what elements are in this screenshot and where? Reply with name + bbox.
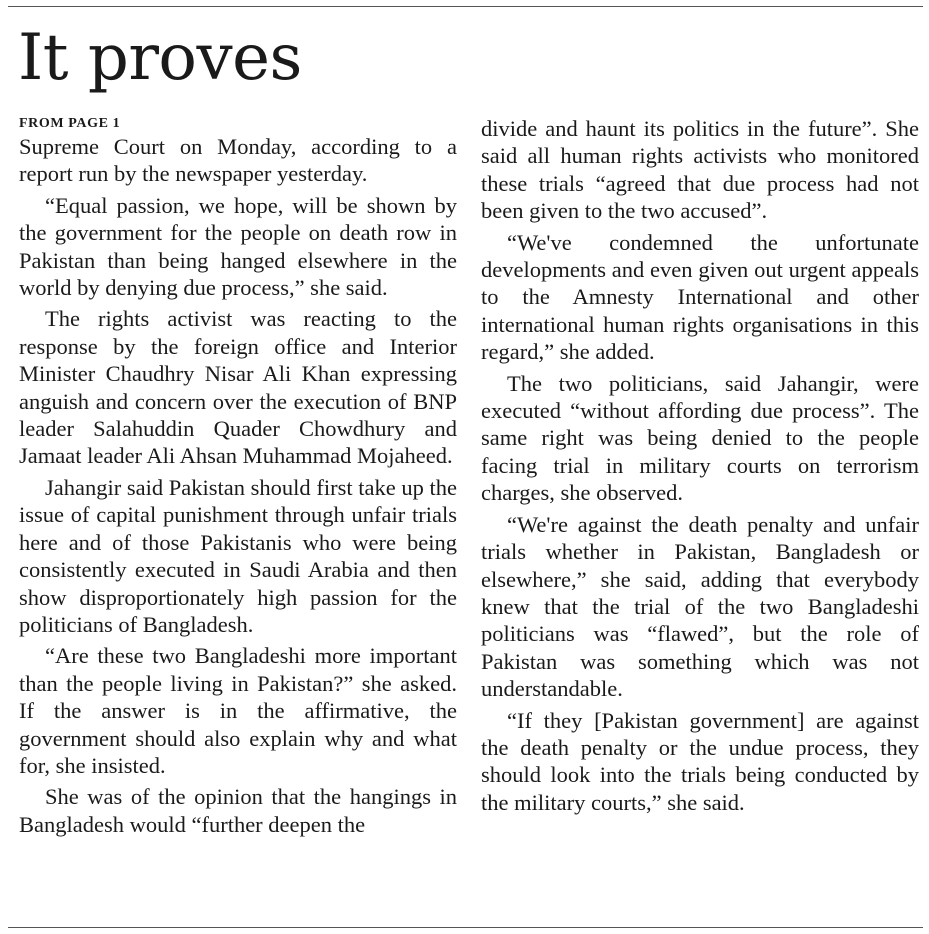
paragraph: The rights activist was reacting to the response by the foreign office and Interior Minister Chaudhry Nisar Ali Khan expressing anguish and concern over the execution of BNP leader Salahuddin Quader Chowdhury and Jamaat leader Ali Ahsan Muhammad Mojaheed. [19, 306, 457, 469]
paragraph: divide and haunt its politics in the future”. She said all human rights activists who monitored these trials “agreed that due process had not been given to the two accused”. [481, 116, 919, 224]
paragraph: The two politicians, said Jahangir, were executed “without affording due process”. The same right was being denied to the people facing trial in military courts on terrorism charges, she observed. [481, 370, 919, 506]
kicker: FROM PAGE 1 [19, 116, 121, 131]
paragraph: Jahangir said Pakistan should first take up the issue of capital punishment through unfair trials here and of those Pakistanis who were being consistently executed in Saudi Arabia and then show disproportionately high passion for the politicians of Bangladesh. [19, 474, 457, 637]
top-rule [8, 6, 923, 7]
paragraph: “We've condemned the unfortunate developments and even given out urgent appeals to the Amnesty International and other international human rights organisations in this regard,” she added. [481, 229, 919, 365]
paragraph: “If they [Pakistan government] are against the death penalty or the undue process, they should look into the trials being conducted by the military courts,” she said. [481, 707, 919, 815]
paragraph: Supreme Court on Monday, according to a report run by the newspaper yesterday. [19, 134, 457, 187]
paragraph: She was of the opinion that the hangings in Bangladesh would “further deepen the [19, 784, 457, 837]
paragraph: “We're against the death penalty and unfair trials whether in Pakistan, Bangladesh or elsewhere,” she said, adding that everybody knew that the trial of the two Bangladeshi politicians was “flawed”, but the role of Pakistan was something which was not understandable. [481, 511, 919, 702]
right-column [481, 115, 919, 820]
paragraph: “Equal passion, we hope, will be shown by the government for the people on death row in Pakistan than being hanged elsewhere in the world by denying due process,” she said. [19, 192, 457, 301]
headline: It proves [18, 21, 302, 95]
left-column [19, 115, 457, 842]
bottom-rule [8, 927, 923, 928]
paragraph: “Are these two Bangladeshi more important than the people living in Pakistan?” she asked. If the answer is in the affirmative, the government should also explain why and what for, she insisted. [19, 643, 457, 778]
